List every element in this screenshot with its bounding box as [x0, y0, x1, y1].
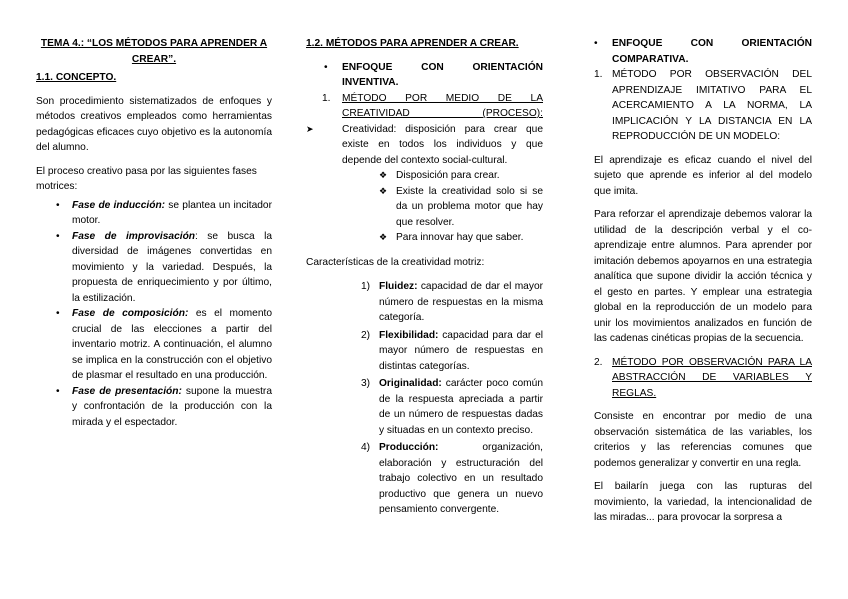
list-item: [306, 440, 543, 518]
characteristic-name: Originalidad:: [379, 378, 442, 389]
column-2: [306, 36, 543, 518]
section-heading-methods: 1.2. MÉTODOS PARA APRENDER A CREAR.: [306, 38, 519, 49]
phases-intro: El proceso creativo pasa por las siguientes fases motrices:: [36, 165, 257, 192]
concept-paragraph: Son procedimiento sistematizados de enfoques y métodos creativos empleados como herramientas pedagógicas eficaces cuyo objetivo es la autonomía del alumno.: [36, 95, 272, 153]
phase-text: supone la muestra y confrontación de la producción con la mirada y el espectador.: [72, 385, 272, 428]
list-item: [36, 198, 272, 229]
bullet-icon: •: [56, 308, 60, 319]
list-item: [36, 306, 272, 384]
item-number: 2): [361, 329, 371, 341]
bullet-icon: •: [324, 61, 328, 73]
method-number: 2.: [594, 356, 603, 368]
item-number: 4): [361, 442, 371, 453]
characteristic-text: carácter poco común de la respuesta apreciada a partir de un número de respuestas dadas y situadas en un contexto preciso.: [379, 378, 543, 436]
bullet-icon: •: [56, 199, 60, 211]
column-3: [594, 36, 812, 526]
phase-text: : se busca la diversidad de imágenes convertidas en movimiento y la variedad. Después, la propuesta de enriquecimiento y por último, la estilización.: [72, 230, 272, 304]
section-heading-concept: 1.1. CONCEPTO.: [36, 72, 117, 83]
sub-item: Disposición para crear.: [396, 170, 500, 181]
characteristic-name: Fluidez:: [379, 281, 418, 292]
phase-text: se plantea un incitador motor.: [72, 199, 272, 226]
characteristic-name: Flexibilidad:: [379, 329, 439, 341]
diamond-bullet-icon: ❖: [379, 185, 388, 196]
list-item: [306, 376, 543, 438]
paragraph-dancer: El bailarín juega con las rupturas del movimiento, la variedad, la intencionalidad de las miradas... para provocar la sorpresa a: [594, 481, 812, 523]
list-item: [306, 279, 543, 326]
list-item: [306, 230, 543, 246]
list-item: [306, 91, 543, 122]
approach-inventive: ENFOQUE CON ORIENTACIÓN INVENTIVA.: [342, 61, 543, 88]
list-item: [306, 168, 543, 184]
characteristic-text: organización, elaboración y estructuración del trabajo colectivo en un resultado productivo que genera un nuevo pensamiento convergente.: [379, 442, 543, 515]
arrow-bullet-icon: ➤: [306, 123, 314, 134]
item-number: 3): [361, 378, 371, 389]
phase-name: Fase de composición:: [72, 308, 189, 319]
list-item: [306, 60, 543, 91]
bullet-icon: •: [56, 385, 60, 397]
method-number: 1.: [322, 92, 331, 104]
phase-name: Fase de presentación:: [72, 385, 182, 397]
creativity-definition: Creatividad: disposición para crear que existe en todos los individuos y que depende del contexto social-cultural.: [342, 123, 543, 166]
list-item: [594, 67, 812, 145]
method-imitative: MÉTODO POR OBSERVACIÓN DEL APRENDIZAJE IMITATIVO PARA EL ACERCAMIENTO A LA NORMA, LA IMPLICACIÓN Y LA DISTANCIA EN LA REPRODUCCIÓN DE UN MODELO:: [612, 69, 812, 142]
paragraph-observation: Consiste en encontrar por medio de una observación sistemática de las variables, los criterios y las referencias comunes que podemos generalizar y convertir en una regla.: [594, 411, 812, 469]
bullet-icon: •: [594, 38, 598, 49]
list-item: [594, 36, 812, 67]
phase-name: Fase de improvisación: [72, 230, 196, 242]
paragraph-imitation: El aprendizaje es eficaz cuando el nivel del sujeto que aprende es inferior al del modelo que imita.: [594, 154, 812, 197]
characteristic-text: capacidad de dar el mayor número de respuestas en la misma categoría.: [379, 281, 543, 323]
column-1: [36, 36, 272, 430]
sub-item: Para innovar hay que saber.: [396, 232, 524, 243]
list-item: [306, 328, 543, 375]
method-abstraction: MÉTODO POR OBSERVACIÓN PARA LA ABSTRACCIÓN DE VARIABLES Y REGLAS.: [612, 356, 812, 399]
list-item: [36, 229, 272, 307]
item-number: 1): [361, 281, 371, 292]
method-number: 1.: [594, 69, 603, 80]
phase-text: es el momento crucial de las elecciones a partir del inventario motriz. A continuación, el alumno se implica en la construcción con el objetivo de plasmar el resultado en una producción.: [72, 308, 272, 381]
approach-comparative: ENFOQUE CON ORIENTACIÓN COMPARATIVA.: [612, 38, 812, 65]
characteristics-title: Características de la creatividad motriz:: [306, 256, 485, 268]
diamond-bullet-icon: ❖: [379, 170, 388, 180]
characteristic-text: capacidad para dar el mayor número de respuestas en distintas categorías.: [379, 329, 543, 372]
sub-item: Existe la creatividad solo si se da un problema motor que hay que resolver.: [396, 185, 543, 228]
list-item: [306, 122, 543, 169]
list-item: [594, 355, 812, 402]
list-item: [306, 184, 543, 231]
phase-name: Fase de inducción:: [72, 199, 166, 211]
method-creativity: MÉTODO POR MEDIO DE LA CREATIVIDAD (PROCESO):: [342, 92, 543, 119]
bullet-icon: •: [56, 230, 60, 242]
diamond-bullet-icon: ❖: [379, 232, 388, 242]
characteristic-name: Producción:: [379, 442, 439, 453]
topic-title: TEMA 4.: “LOS MÉTODOS PARA APRENDER A CREAR”.: [40, 38, 268, 65]
paragraph-reinforce: Para reforzar el aprendizaje debemos valorar la utilidad de la descripción verbal y el co-aprendizaje entre alumnos. Para aprender por imitación debemos apoyarnos en una estrategia analítica que supone dividir la acción técnica y el gesto en partes. Y emplear una estrategia global en la reproducción de un modelo para unir los movimientos analizados en función de las cadenas cinéticas propias de la secuencia.: [594, 209, 812, 344]
list-item: [36, 384, 272, 431]
